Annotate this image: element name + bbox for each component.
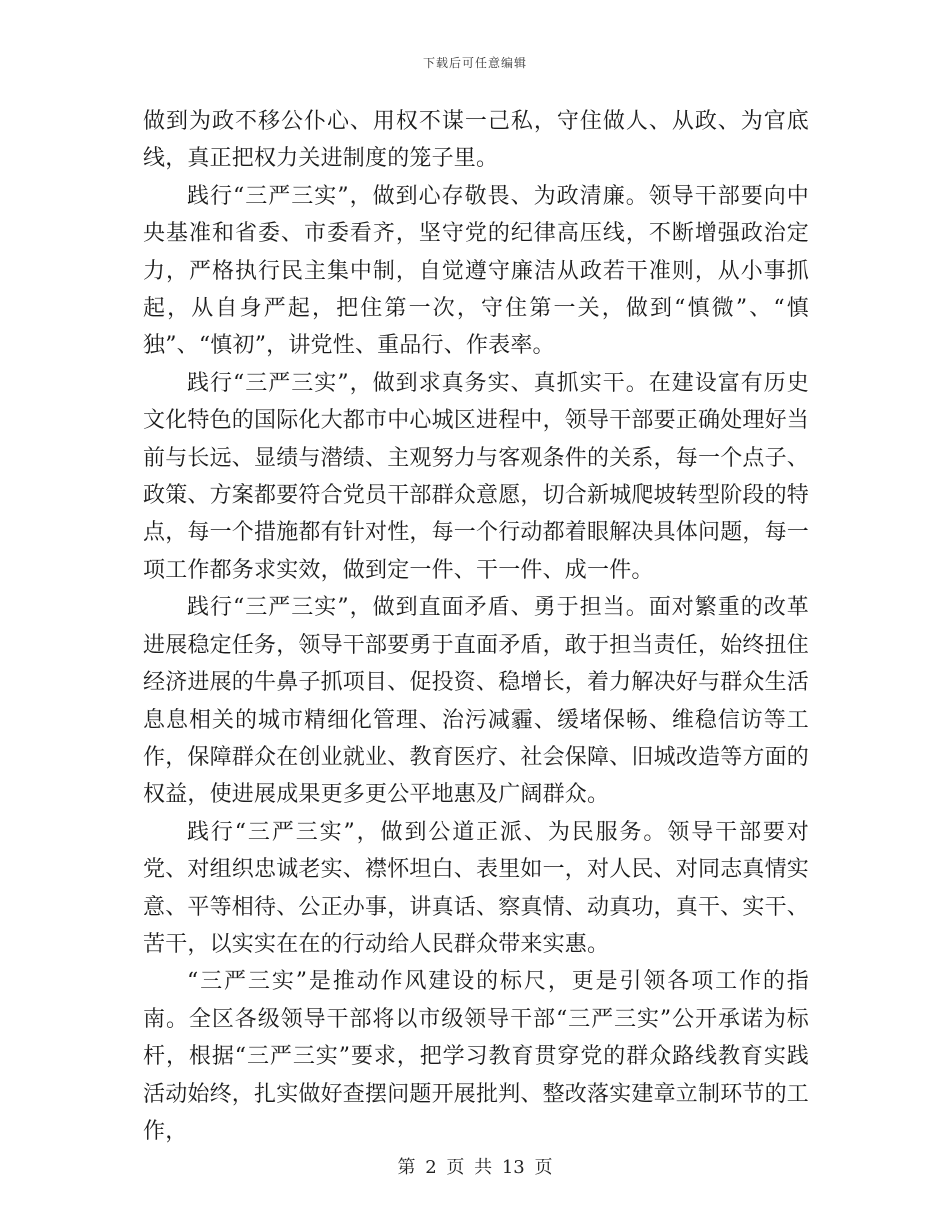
paragraph: 践行“三严三实”，做到公道正派、为民服务。领导干部要对党、对组织忠诚老实、襟怀坦白、表里如一，对人民、对同志真情实意、平等相待、公正办事，讲真话、察真情、动真功，真干、实干、苦干，以实实在在的行动给人民群众带来实惠。 xyxy=(143,819,810,957)
paragraph: “三严三实”是推动作风建设的标尺，更是引领各项工作的指南。全区各级领导干部将以市级领导干部“三严三实”公开承诺为标杆，根据“三严三实”要求，把学习教育贯穿党的群众路线教育实践活动始终，扎实做好查摆问题开展批判、整改落实建章立制环节的工作， xyxy=(143,969,810,1144)
page-header: 下载后可任意编辑 xyxy=(422,56,527,70)
paragraph-continued: 做到为政不移公仆心、用权不谋一己私，守住做人、从政、为官底线，真正把权力关进制度的笼子里。 xyxy=(143,109,809,172)
document-body xyxy=(143,103,809,1150)
paragraph: 践行“三严三实”，做到直面矛盾、勇于担当。面对繁重的改革进展稳定任务，领导干部要勇于直面矛盾，敢于担当责任，始终扭住经济进展的牛鼻子抓项目、促投资、稳增长，着力解决好与群众生活息息相关的城市精细化管理、治污减霾、缓堵保畅、维稳信访等工作，保障群众在创业就业、教育医疗、社会保障、旧城改造等方面的权益，使进展成果更多更公平地惠及广阔群众。 xyxy=(143,595,810,808)
page-footer: 第 2 页 共 13 页 xyxy=(397,1157,553,1178)
paragraph: 践行“三严三实”，做到心存敬畏、为政清廉。领导干部要向中央基准和省委、市委看齐，坚守党的纪律高压线，不断增强政治定力，严格执行民主集中制，自觉遵守廉洁从政若干准则，从小事抓起，从自身严起，把住第一次，守住第一关，做到“慎微”、“慎独”、“慎初”，讲党性、重品行、作表率。 xyxy=(143,183,809,359)
paragraph: 践行“三严三实”，做到求真务实、真抓实干。在建设富有历史文化特色的国际化大都市中心城区进程中，领导干部要正确处理好当前与长远、显绩与潜绩、主观努力与客观条件的关系，每一个点子、政策、方案都要符合党员干部群众意愿，切合新城爬坡转型阶段的特点，每一个措施都有针对性，每一个行动都着眼解决具体问题，每一项工作都务求实效，做到定一件、干一件、成一件。 xyxy=(143,370,810,583)
